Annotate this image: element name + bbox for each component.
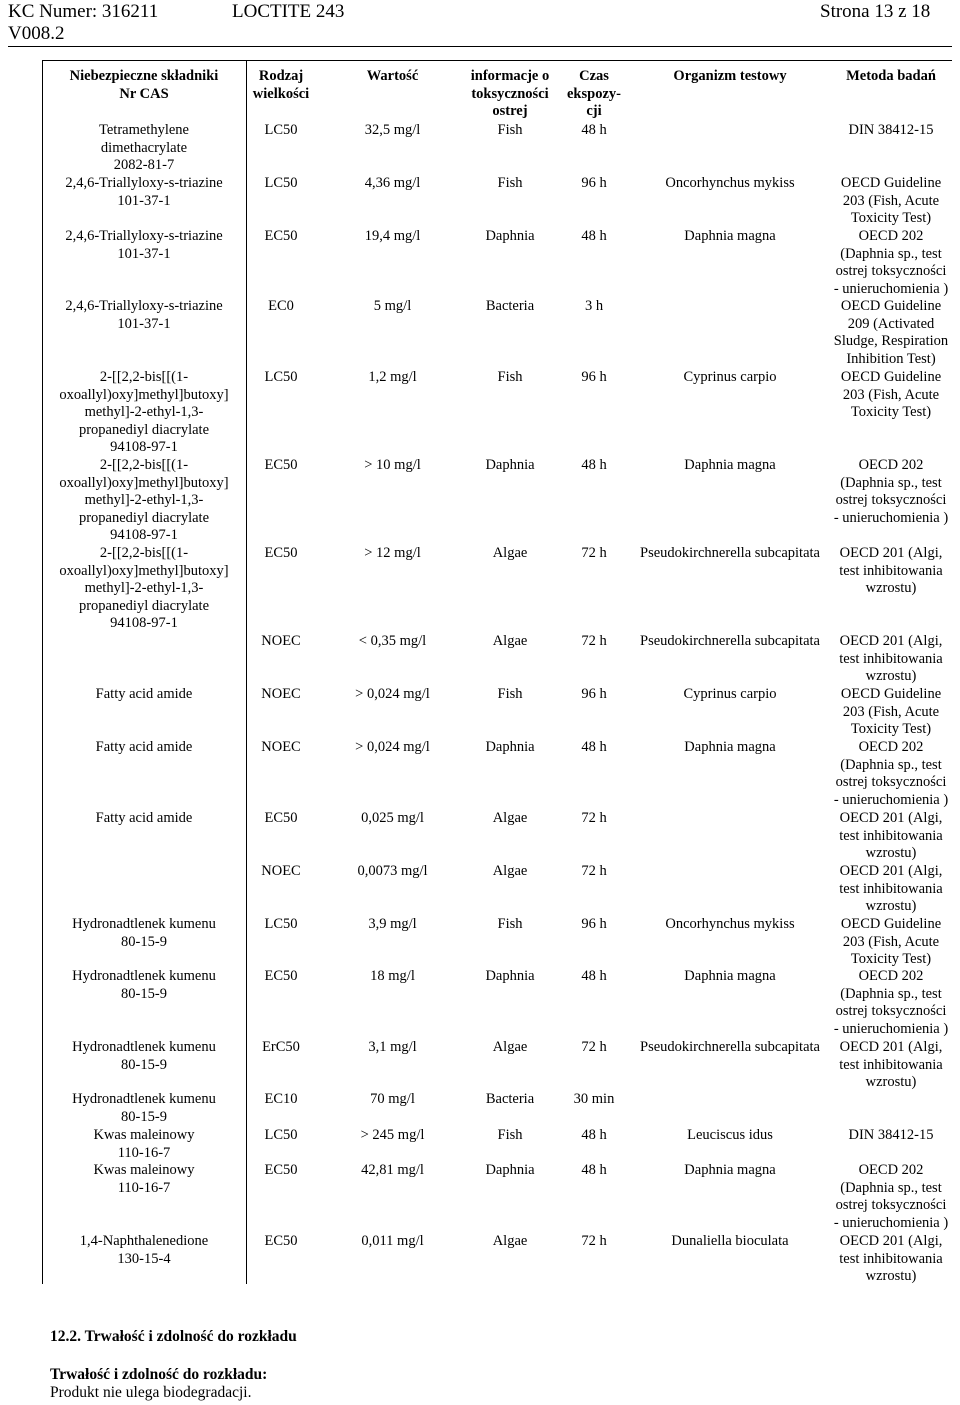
info-cell: Algae [492,633,528,649]
info-cell: Bacteria [485,298,535,314]
type-cell: LC50 [264,122,298,138]
organism-cell: Daphnia magna [684,739,776,755]
type-cell: EC50 [264,810,298,826]
info-cell: Fish [497,1127,523,1143]
substance-cell: Hydronadtlenek kumenu 80-15-9 [72,968,216,1002]
substance-cell: 2,4,6-Triallyloxy-s-triazine 101-37-1 [65,175,223,209]
method-cell: OECD 201 (Algi, test inhibitowania wzrostu) [839,545,943,596]
method-cell: OECD 201 (Algi, test inhibitowania wzrostu) [839,633,943,684]
version: V008.2 [8,23,65,44]
method-cell: OECD Guideline 203 (Fish, Acute Toxicity Test) [840,686,942,737]
section-subheading: Trwałość i zdolność do rozkładu: [50,1366,268,1383]
info-cell: Fish [497,175,523,191]
type-cell: LC50 [264,175,298,191]
method-cell: OECD 202 (Daphnia sp., test ostrej toksyczności - unieruchomienia ) [833,1162,949,1231]
value-cell: 3,9 mg/l [368,916,417,932]
time-cell: 72 h [581,863,607,879]
substance-cell: 2-[[2,2-bis[[(1- oxoallyl)oxy]methyl]butoxy] methyl]-2-ethyl-1,3- propanediyl diacrylate 94108-97-1 [59,545,229,631]
value-cell: < 0,35 mg/l [358,633,427,649]
time-cell: 96 h [581,686,607,702]
method-cell: OECD 202 (Daphnia sp., test ostrej toksyczności - unieruchomienia ) [833,739,949,808]
value-cell: > 0,024 mg/l [355,739,430,755]
organism-cell: Cyprinus carpio [683,369,777,385]
organism-cell: Daphnia magna [684,228,776,244]
organism-cell: Pseudokirchnerella subcapitata [640,633,820,649]
table-column-rule [246,60,247,1284]
substance-cell: 2-[[2,2-bis[[(1- oxoallyl)oxy]methyl]butoxy] methyl]-2-ethyl-1,3- propanediyl diacrylate 94108-97-1 [59,457,229,543]
organism-cell: Leuciscus idus [687,1127,773,1143]
value-cell: 5 mg/l [373,298,412,314]
value-cell: 0,0073 mg/l [357,863,428,879]
substance-cell: Tetramethylene dimethacrylate 2082-81-7 [99,122,189,173]
organism-cell: Daphnia magna [684,1162,776,1178]
time-cell: 48 h [581,968,607,984]
time-cell: 72 h [581,633,607,649]
col-header-type: Rodzaj wielkości [252,68,310,102]
time-cell: 3 h [584,298,604,314]
time-cell: 96 h [581,175,607,191]
value-cell: > 12 mg/l [364,545,421,561]
method-cell: OECD Guideline 203 (Fish, Acute Toxicity Test) [840,369,942,420]
time-cell: 48 h [581,457,607,473]
value-cell: 70 mg/l [370,1091,415,1107]
time-cell: 72 h [581,1039,607,1055]
organism-cell: Dunaliella bioculata [671,1233,789,1249]
time-cell: 72 h [581,545,607,561]
value-cell: > 10 mg/l [364,457,421,473]
time-cell: 48 h [581,1162,607,1178]
substance-cell: Fatty acid amide [95,810,193,826]
value-cell: 18 mg/l [370,968,415,984]
info-cell: Daphnia [485,457,535,473]
value-cell: 19,4 mg/l [364,228,421,244]
value-cell: 1,2 mg/l [368,369,417,385]
method-cell: OECD 201 (Algi, test inhibitowania wzrostu) [839,1039,943,1090]
info-cell: Daphnia [485,968,535,984]
type-cell: EC10 [264,1091,298,1107]
organism-cell: Cyprinus carpio [683,686,777,702]
method-cell: OECD 202 (Daphnia sp., test ostrej toksyczności - unieruchomienia ) [833,457,949,526]
substance-cell: Kwas maleinowy 110-16-7 [93,1162,195,1196]
time-cell: 48 h [581,739,607,755]
info-cell: Daphnia [485,739,535,755]
col-header-info: informacje o toksyczności ostrej [470,68,550,119]
organism-cell: Daphnia magna [684,457,776,473]
time-cell: 48 h [581,1127,607,1143]
col-header-organism: Organizm testowy [673,68,787,84]
substance-cell: Hydronadtlenek kumenu 80-15-9 [72,1091,216,1125]
substance-cell: Hydronadtlenek kumenu 80-15-9 [72,1039,216,1073]
info-cell: Daphnia [485,228,535,244]
type-cell: EC50 [264,1233,298,1249]
info-cell: Algae [492,863,528,879]
method-cell: DIN 38412-15 [848,122,934,138]
method-cell: OECD Guideline 209 (Activated Sludge, Respiration Inhibition Test) [833,298,949,367]
type-cell: LC50 [264,1127,298,1143]
substance-cell: 2-[[2,2-bis[[(1- oxoallyl)oxy]methyl]butoxy] methyl]-2-ethyl-1,3- propanediyl diacrylate 94108-97-1 [59,369,229,455]
method-cell: OECD 202 (Daphnia sp., test ostrej toksyczności - unieruchomienia ) [833,228,949,297]
organism-cell: Daphnia magna [684,968,776,984]
substance-cell: Fatty acid amide [95,686,193,702]
info-cell: Fish [497,916,523,932]
time-cell: 72 h [581,1233,607,1249]
organism-cell: Pseudokirchnerella subcapitata [640,545,820,561]
substance-cell: 1,4-Naphthalenedione 130-15-4 [79,1233,209,1267]
type-cell: NOEC [261,633,301,649]
type-cell: EC0 [268,298,294,314]
substance-cell: Kwas maleinowy 110-16-7 [93,1127,195,1161]
info-cell: Algae [492,1233,528,1249]
info-cell: Bacteria [485,1091,535,1107]
kc-number: KC Numer: 316211 [8,1,159,22]
time-cell: 48 h [581,122,607,138]
type-cell: EC50 [264,228,298,244]
type-cell: LC50 [264,369,298,385]
section-heading: 12.2. Trwałość i zdolność do rozkładu [50,1328,297,1345]
value-cell: 42,81 mg/l [361,1162,424,1178]
header-rule [8,46,952,47]
value-cell: 0,025 mg/l [361,810,424,826]
type-cell: NOEC [261,739,301,755]
info-cell: Algae [492,1039,528,1055]
method-cell: OECD 201 (Algi, test inhibitowania wzrostu) [839,1233,943,1284]
info-cell: Fish [497,686,523,702]
method-cell: OECD Guideline 203 (Fish, Acute Toxicity Test) [840,175,942,226]
type-cell: ErC50 [262,1039,300,1055]
value-cell: > 245 mg/l [360,1127,425,1143]
type-cell: EC50 [264,457,298,473]
substance-cell: Hydronadtlenek kumenu 80-15-9 [72,916,216,950]
info-cell: Fish [497,369,523,385]
type-cell: EC50 [264,1162,298,1178]
value-cell: > 0,024 mg/l [355,686,430,702]
info-cell: Daphnia [485,1162,535,1178]
organism-cell: Pseudokirchnerella subcapitata [640,1039,820,1055]
time-cell: 96 h [581,369,607,385]
method-cell: OECD 201 (Algi, test inhibitowania wzrostu) [839,863,943,914]
organism-cell: Oncorhynchus mykiss [665,175,795,191]
page-number: Strona 13 z 18 [820,1,931,22]
section-text: Produkt nie ulega biodegradacji. [50,1384,252,1401]
value-cell: 3,1 mg/l [368,1039,417,1055]
info-cell: Algae [492,810,528,826]
time-cell: 72 h [581,810,607,826]
col-header-time: Czas ekspozy- cji [567,68,621,119]
time-cell: 48 h [581,228,607,244]
time-cell: 30 min [573,1091,615,1107]
info-cell: Algae [492,545,528,561]
substance-cell: 2,4,6-Triallyloxy-s-triazine 101-37-1 [65,228,223,262]
type-cell: NOEC [261,686,301,702]
substance-cell: 2,4,6-Triallyloxy-s-triazine 101-37-1 [65,298,223,332]
table-top-rule [42,60,952,61]
time-cell: 96 h [581,916,607,932]
type-cell: NOEC [261,863,301,879]
substance-cell: Fatty acid amide [95,739,193,755]
type-cell: LC50 [264,916,298,932]
col-header-substance: Niebezpieczne składniki Nr CAS [69,68,219,102]
organism-cell: Oncorhynchus mykiss [665,916,795,932]
method-cell: OECD 201 (Algi, test inhibitowania wzrostu) [839,810,943,861]
value-cell: 32,5 mg/l [364,122,421,138]
table-left-rule [42,60,43,1284]
value-cell: 4,36 mg/l [364,175,421,191]
value-cell: 0,011 mg/l [361,1233,424,1249]
method-cell: DIN 38412-15 [848,1127,934,1143]
info-cell: Fish [497,122,523,138]
product-name: LOCTITE 243 [232,1,345,22]
type-cell: EC50 [264,968,298,984]
type-cell: EC50 [264,545,298,561]
method-cell: OECD 202 (Daphnia sp., test ostrej toksyczności - unieruchomienia ) [833,968,949,1037]
col-header-method: Metoda badań [846,68,936,84]
method-cell: OECD Guideline 203 (Fish, Acute Toxicity Test) [840,916,942,967]
col-header-value: Wartość [366,68,419,84]
